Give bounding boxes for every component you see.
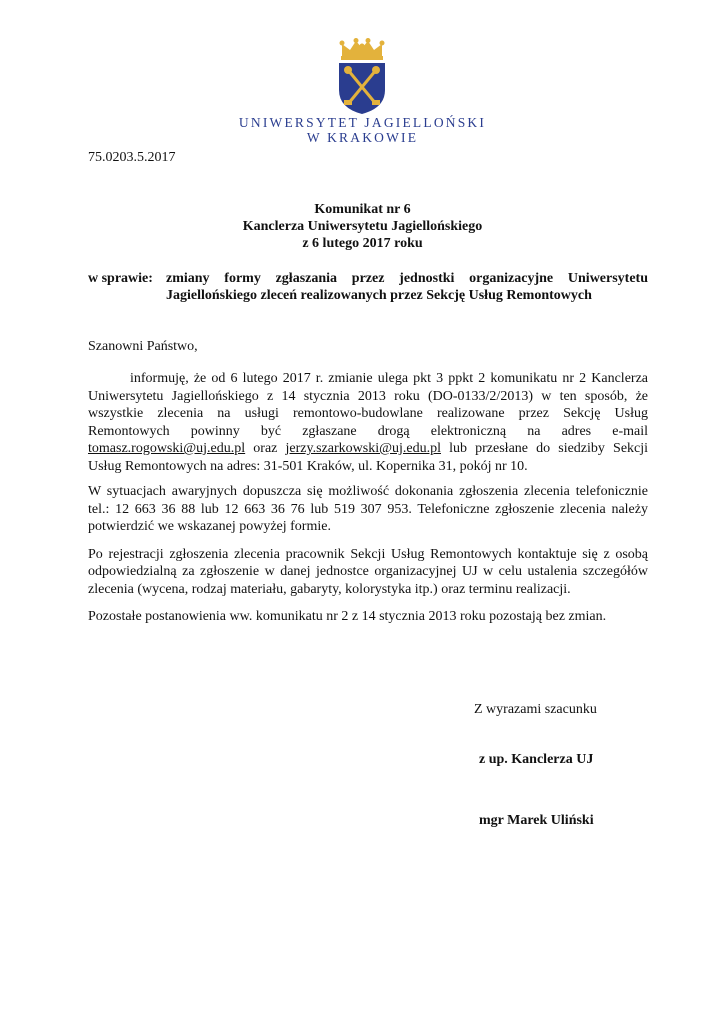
email-link-szarkowski[interactable]: jerzy.szarkowski@uj.edu.pl	[285, 441, 441, 456]
document-title	[0, 201, 725, 252]
title-line-1: Komunikat nr 6	[314, 202, 411, 217]
university-city: W KRAKOWIE	[306, 130, 419, 145]
university-crest-icon	[336, 38, 388, 114]
salutation: Szanowni Państwo,	[88, 339, 198, 354]
paragraph-2: W sytuacjach awaryjnych dopuszcza się możliwość dokonania zgłoszenia zlecenia telefonicznie tel.: 12 663 36 88 lub 12 663 36 76 lub 519 307 953. Telefoniczne zgłoszenie zlecenia należy potwierdzić we wskazanej powyżej formie.	[88, 484, 648, 534]
paragraph-1-connector: oraz	[253, 441, 278, 456]
regarding-label: w sprawie:	[88, 271, 153, 286]
letter-body	[88, 370, 648, 636]
signatory-name: mgr Marek Uliński	[479, 813, 594, 828]
paragraph-3: Po rejestracji zgłoszenia zlecenia pracownik Sekcji Usług Remontowych kontaktuje się z osobą odpowiedzialną za zgłoszenie w danej jednostce organizacyjnej UJ w celu ustalenia szczegółów zlecenia (wycena, rodzaj materiału, gabaryty, kolorystyka itp.) oraz terminu realizacji.	[88, 546, 648, 597]
paragraph-1	[88, 370, 648, 475]
paragraph-1-part-1: informuję, że od 6 lutego 2017 r. zmianie ulega pkt 3 ppkt 2 komunikatu nr 2 Kanclerza Uniwersytetu Jagiellońskiego z 14 stycznia 2013 roku (DO-0133/2/2013) w ten sposób, że wszystkie zlecenia na usługi remontowo-budowlane realizowane przez Sekcję Usług Remontowych powinny być zgłaszane drogą elektroniczną na adres e-mail	[88, 371, 648, 439]
reference-number: 75.0203.5.2017	[88, 150, 176, 165]
signature-authority: z up. Kanclerza UJ	[479, 752, 594, 767]
paragraph-4: Pozostałe postanowienia ww. komunikatu nr 2 z 14 stycznia 2013 roku pozostają bez zmian.	[88, 609, 607, 624]
regarding-section	[88, 270, 648, 304]
regarding-text: zmiany formy zgłaszania przez jednostki organizacyjne Uniwersytetu Jagiellońskiego zleceń realizowanych przez Sekcję Usług Remontowych	[166, 271, 648, 303]
email-link-rogowski[interactable]: tomasz.rogowski@uj.edu.pl	[88, 441, 246, 456]
paragraph-1-part-2: lub przesłane do siedziby Sekcji Usług Remontowych na adres: 31-501 Kraków, ul. Kopernika 31, pokój nr 10.	[88, 441, 649, 474]
title-line-2: Kanclerza Uniwersytetu Jagiellońskiego	[242, 219, 483, 234]
closing-phrase: Z wyrazami szacunku	[474, 702, 597, 717]
university-name: UNIWERSYTET JAGIELLOŃSKI	[238, 115, 487, 130]
title-line-3: z 6 lutego 2017 roku	[302, 236, 423, 251]
